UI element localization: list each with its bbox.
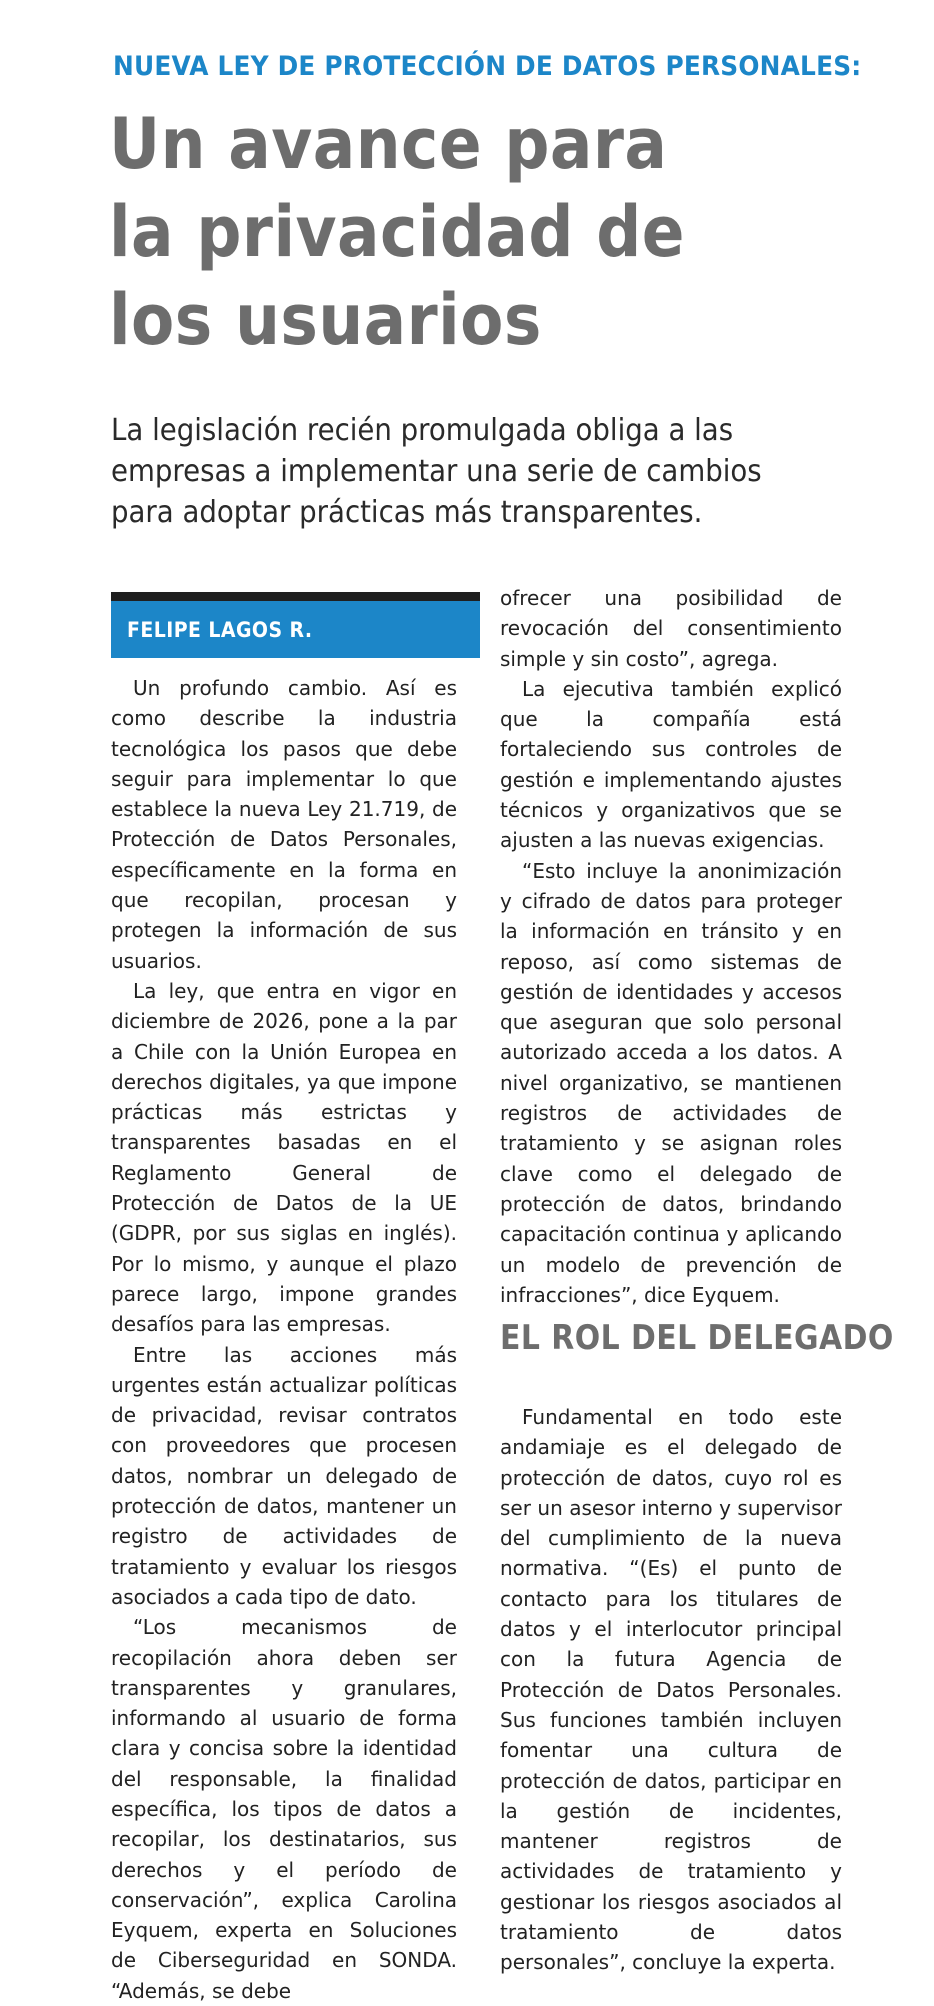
left-column bbox=[111, 673, 457, 2006]
deck-line: La legislación recién promulgada obliga a las bbox=[111, 413, 734, 448]
body-paragraph: Entre las acciones más urgentes están actualizar políticas de privacidad, revisar contratos con proveedores que procesen datos, nombrar un delegado de protección de datos, mantener un registro de actividades de tratamiento y evaluar los riesgos asociados a cada tipo de dato. bbox=[111, 1342, 457, 1609]
byline: FELIPE LAGOS R. bbox=[127, 618, 313, 642]
headline-line: la privacidad de bbox=[109, 191, 685, 273]
body-paragraph: La ejecutiva también explicó que la compañía está fortaleciendo sus controles de gestión e implementando ajustes técnicos y organizativos que se ajusten a las nuevas exigencias. bbox=[500, 676, 842, 853]
body-paragraph: Un profundo cambio. Así es como describe la industria tecnológica los pasos que debe seguir para implementar lo que establece la nueva Ley 21.719, de Protección de Datos Personales, específicamente en la forma en que recopilan, procesan y protegen la información de sus usuarios. bbox=[111, 676, 457, 973]
headline-line: Un avance para bbox=[109, 103, 668, 185]
headline-line: los usuarios bbox=[109, 279, 542, 361]
body-paragraph: Fundamental en todo este andamiaje es el delegado de protección de datos, cuyo rol es ser un asesor interno y supervisor del cumplimiento de la nueva normativa. “(Es) el punto de contacto para los titulares de datos y el interlocutor principal con la futura Agencia de Protección de Datos Personales. Sus funciones también incluyen fomentar una cultura de protección de datos, participar en la gestión de incidentes, mantener registros de actividades de tratamiento y gestionar los riesgos asociados al tratamiento de datos personales”, concluye la experta. bbox=[500, 1405, 842, 1975]
deck-line: para adoptar prácticas más transparentes. bbox=[111, 495, 703, 530]
right-column-top bbox=[500, 583, 842, 1310]
deck bbox=[111, 410, 829, 533]
byline-box bbox=[111, 592, 480, 658]
subhead: EL ROL DEL DELEGADO bbox=[500, 1318, 894, 1358]
deck-line: empresas a implementar una serie de cambios bbox=[111, 454, 762, 489]
headline bbox=[109, 100, 793, 364]
body-paragraph: “Los mecanismos de recopilación ahora deben ser transparentes y granulares, informando al usuario de forma clara y concisa sobre la identidad del responsable, la finalidad específica, los tipos de datos a recopilar, los destinatarios, sus derechos y el período de conservación”, explica Carolina Eyquem, experta en Soluciones de Ciberseguridad en SONDA. “Además, se debe bbox=[111, 1615, 457, 2003]
body-paragraph: La ley, que entra en vigor en diciembre de 2026, pone a la par a Chile con la Unión Europea en derechos digitales, ya que impone prácticas más estrictas y transparentes basadas en el Reglamento General de Protección de Datos de la UE (GDPR, por sus siglas en inglés). Por lo mismo, y aunque el plazo parece largo, impone grandes desafíos para las empresas. bbox=[111, 978, 457, 1337]
body-paragraph: ofrecer una posibilidad de revocación del consentimiento simple y sin costo”, agrega. bbox=[500, 586, 842, 671]
right-column-bottom bbox=[500, 1402, 842, 1978]
body-paragraph: “Esto incluye la anonimización y cifrado de datos para proteger la información en tránsito y en reposo, así como sistemas de gestión de identidades y accesos que aseguran que solo personal autorizado acceda a los datos. A nivel organizativo, se mantienen registros de actividades de tratamiento y se asignan roles clave como el delegado de protección de datos, brindando capacitación continua y aplicando un modelo de prevención de infracciones”, dice Eyquem. bbox=[500, 858, 842, 1307]
kicker: NUEVA LEY DE PROTECCIÓN DE DATOS PERSONALES: bbox=[113, 51, 862, 82]
